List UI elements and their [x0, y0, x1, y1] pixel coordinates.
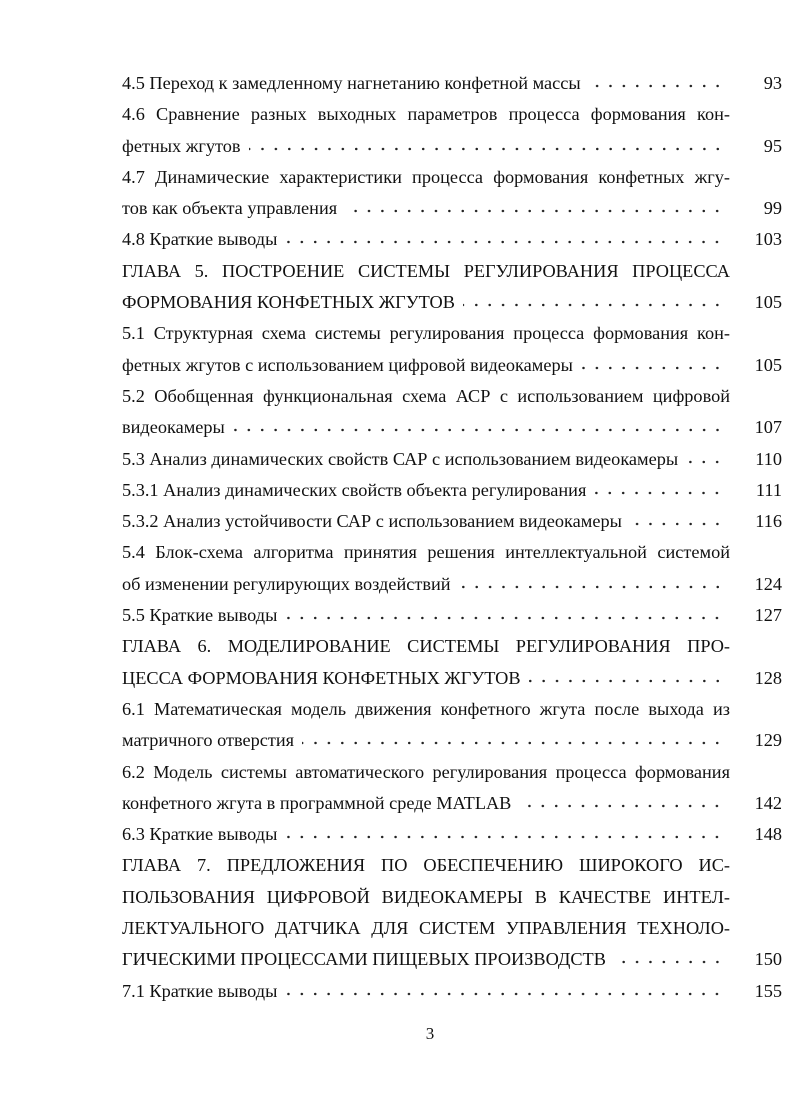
toc-entry-text: 4.5 Переход к замедленному нагнетанию конфетной массы	[122, 73, 581, 93]
toc-entry-text: ФОРМОВАНИЯ КОНФЕТНЫХ ЖГУТОВ	[122, 292, 455, 313]
toc-line	[122, 224, 782, 255]
page-number: 3	[425, 1024, 435, 1043]
toc-line	[122, 788, 782, 819]
toc-page-number: 124	[754, 573, 782, 594]
toc-line	[122, 287, 782, 318]
toc-entry-text: матричного отверстия	[122, 730, 295, 751]
toc-entry-text: 4.8 Краткие выводы	[122, 229, 278, 250]
toc-line	[122, 819, 782, 850]
toc-line	[122, 162, 782, 193]
toc-entry-text: ПОЛЬЗОВАНИЯ ЦИФРОВОЙ ВИДЕОКАМЕРЫ В КАЧЕСТВЕ ИНТЕЛ-	[122, 886, 730, 907]
toc-page-number: 93	[763, 73, 782, 93]
toc-entry-text: 5.4 Блок-схема алгоритма принятия решения интеллектуальной системой	[122, 542, 730, 563]
toc-page-number: 129	[754, 730, 782, 751]
toc-entry-text: 6.3 Краткие выводы	[122, 824, 278, 845]
dot-leader	[686, 460, 724, 464]
toc-entry-text: 6.1 Математическая модель движения конфетного жгута после выхода из	[122, 698, 730, 719]
dot-leader	[589, 84, 724, 88]
toc-page-number: 105	[754, 354, 782, 375]
toc-page-number: 103	[754, 229, 782, 250]
toc-line	[122, 694, 782, 725]
toc-line	[122, 882, 782, 913]
toc-page-number: 148	[754, 824, 782, 845]
toc-page-number: 99	[763, 198, 782, 219]
toc-page-number: 142	[754, 792, 782, 813]
toc-line	[122, 850, 782, 881]
toc-entry-text: 5.2 Обобщенная функциональная схема АСР с использованием цифровой	[122, 385, 730, 406]
dot-leader	[345, 209, 724, 213]
toc-line	[122, 506, 782, 537]
toc-page-number: 105	[754, 292, 782, 313]
toc-line	[122, 569, 782, 600]
toc-entry-text: ГЛАВА 7. ПРЕДЛОЖЕНИЯ ПО ОБЕСПЕЧЕНИЮ ШИРОКОГО ИС-	[122, 855, 730, 876]
toc-entry-text: 7.1 Краткие выводы	[122, 980, 278, 1001]
toc-entry-text: фетных жгутов с использованием цифровой видеокамеры	[122, 354, 573, 375]
toc-line	[122, 944, 782, 975]
dot-leader	[581, 366, 724, 370]
toc-entry-text: ЦЕССА ФОРМОВАНИЯ КОНФЕТНЫХ ЖГУТОВ	[122, 667, 521, 688]
dot-leader	[285, 992, 724, 996]
toc-line	[122, 318, 782, 349]
toc-line	[122, 381, 782, 412]
toc-line	[122, 99, 782, 130]
table-of-contents	[122, 68, 782, 1007]
toc-page-number: 116	[755, 511, 782, 532]
toc-entry-text: ГИЧЕСКИМИ ПРОЦЕССАМИ ПИЩЕВЫХ ПРОИЗВОДСТВ	[122, 949, 606, 970]
toc-entry-text: конфетного жгута в программной среде MATLAB	[122, 792, 512, 813]
toc-entry-text: ГЛАВА 5. ПОСТРОЕНИЕ СИСТЕМЫ РЕГУЛИРОВАНИЯ ПРОЦЕССА	[122, 260, 730, 281]
toc-line	[122, 350, 782, 381]
toc-line	[122, 68, 782, 99]
toc-line	[122, 757, 782, 788]
toc-entry-text: 4.7 Динамические характеристики процесса формования конфетных жгу-	[122, 166, 730, 187]
toc-page-number: 95	[763, 135, 782, 156]
dot-leader	[463, 303, 724, 307]
toc-entry-text: 5.3.2 Анализ устойчивости САР с использованием видеокамеры	[122, 511, 622, 532]
toc-entry-text: ЛЕКТУАЛЬНОГО ДАТЧИКА ДЛЯ СИСТЕМ УПРАВЛЕНИЯ ТЕХНОЛО-	[122, 918, 730, 939]
toc-line	[122, 663, 782, 694]
toc-line	[122, 131, 782, 162]
toc-line	[122, 412, 782, 443]
toc-page-number: 107	[754, 417, 782, 438]
toc-line	[122, 475, 782, 506]
toc-entry-text: об изменении регулирующих воздействий	[122, 573, 451, 594]
toc-entry-text: тов как объекта управления	[122, 198, 338, 219]
toc-entry-text: 5.3.1 Анализ динамических свойств объекта регулирования	[122, 479, 587, 500]
toc-entry-text: ГЛАВА 6. МОДЕЛИРОВАНИЕ СИСТЕМЫ РЕГУЛИРОВАНИЯ ПРО-	[122, 636, 730, 657]
dot-leader	[529, 679, 724, 683]
toc-line	[122, 976, 782, 1007]
dot-leader	[519, 804, 724, 808]
toc-page-number: 111	[755, 479, 782, 500]
dot-leader	[285, 835, 724, 839]
dot-leader	[233, 428, 724, 432]
toc-line	[122, 193, 782, 224]
toc-line	[122, 444, 782, 475]
dot-leader	[302, 741, 724, 745]
toc-line	[122, 256, 782, 287]
dot-leader	[594, 491, 724, 495]
toc-page-number: 155	[754, 980, 782, 1001]
dot-leader	[630, 522, 724, 526]
toc-line	[122, 725, 782, 756]
toc-page-number: 128	[754, 667, 782, 688]
toc-entry-text: 6.2 Модель системы автоматического регулирования процесса формования	[122, 761, 730, 782]
dot-leader	[285, 616, 724, 620]
toc-page-number: 150	[754, 949, 782, 970]
toc-line	[122, 537, 782, 568]
toc-line	[122, 600, 782, 631]
toc-entry-text: 5.3 Анализ динамических свойств САР с использованием видеокамеры	[122, 448, 679, 469]
toc-entry-text: 5.5 Краткие выводы	[122, 605, 278, 626]
toc-line	[122, 913, 782, 944]
toc-line	[122, 631, 782, 662]
dot-leader	[249, 147, 724, 151]
dot-leader	[459, 585, 724, 589]
toc-entry-text: видеокамеры	[122, 417, 225, 438]
dot-leader	[614, 960, 724, 964]
toc-page-number: 110	[755, 448, 782, 469]
toc-page-number: 127	[754, 605, 782, 626]
toc-entry-text: 4.6 Сравнение разных выходных параметров процесса формования кон-	[122, 104, 730, 125]
toc-entry-text: фетных жгутов	[122, 135, 241, 156]
toc-entry-text: 5.1 Структурная схема системы регулирования процесса формования кон-	[122, 323, 730, 344]
dot-leader	[285, 240, 724, 244]
